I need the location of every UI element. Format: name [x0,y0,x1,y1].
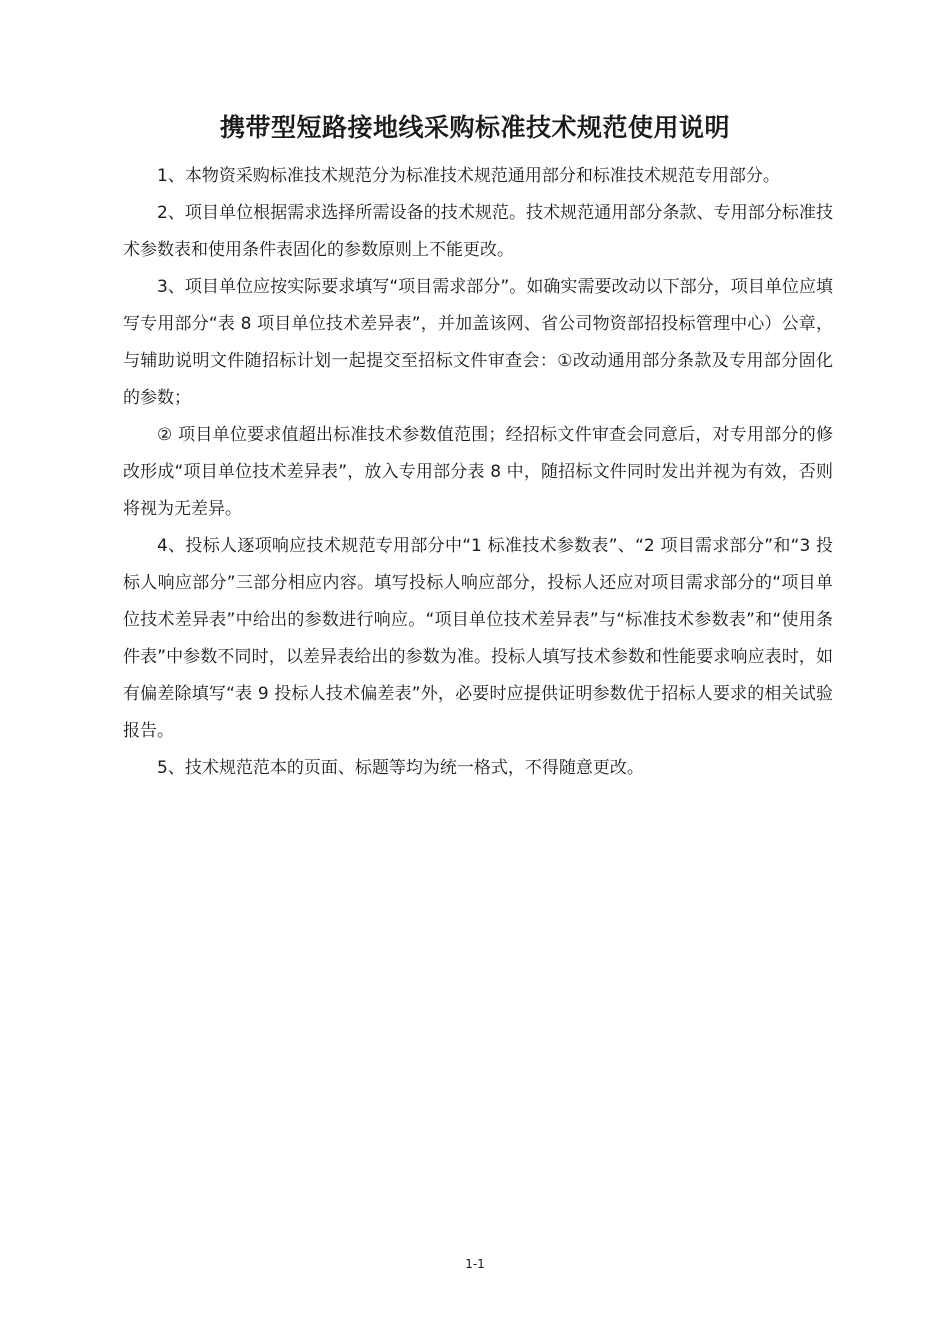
paragraph-3: 3、项目单位应按实际要求填写“项目需求部分”。如确实需要改动以下部分，项目单位应填写专用部分“表 8 项目单位技术差异表”，并加盖该网、省公司物资部招投标管理中心）公章，与辅助说明文件随招标计划一起提交至招标文件审查会：①改动通用部分条款及专用部分固化的参数； [123,277,833,408]
paragraph-2: 2、项目单位根据需求选择所需设备的技术规范。技术规范通用部分条款、专用部分标准技术参数表和使用条件表固化的参数原则上不能更改。 [123,203,833,260]
page-number: 1-1 [465,1257,485,1271]
document-title: 携带型短路接地线采购标准技术规范使用说明 [219,113,730,142]
paragraph-6: 5、技术规范范本的页面、标题等均为统一格式，不得随意更改。 [157,758,644,778]
paragraph-1: 1、本物资采购标准技术规范分为标准技术规范通用部分和标准技术规范专用部分。 [157,166,780,186]
paragraph-4: ② 项目单位要求值超出标准技术参数值范围；经招标文件审查会同意后，对专用部分的修改形成“项目单位技术差异表”，放入专用部分表 8 中，随招标文件同时发出并视为有效，否则将视为无差异。 [123,425,833,519]
paragraph-5: 4、投标人逐项响应技术规范专用部分中“1 标准技术参数表”、“2 项目需求部分”和“3 投标人响应部分”三部分相应内容。填写投标人响应部分，投标人还应对项目需求部分的“项目单位技术差异表”中给出的参数进行响应。“项目单位技术差异表”与“标准技术参数表”和“使用条件表”中参数不同时，以差异表给出的参数为准。投标人填写技术参数和性能要求响应表时，如有偏差除填写“表 9 投标人技术偏差表”外，必要时应提供证明参数优于招标人要求的相关试验报告。 [123,536,833,741]
document-body [123,158,833,787]
